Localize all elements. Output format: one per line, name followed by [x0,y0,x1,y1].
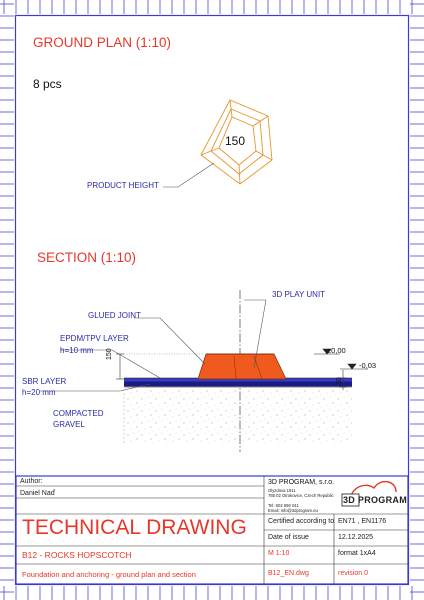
author-label: Author: [20,478,43,485]
product-name: B12 - ROCKS HOPSCOTCH [22,550,132,560]
dim-height-value: 150 [106,348,113,360]
sbr-thickness: h=20 mm [22,388,56,397]
gravel-label-2: GRAVEL [53,420,85,429]
play-unit-section [198,354,286,379]
format-value: format 1xA4 [338,550,376,557]
file-name: B12_EN.dwg [268,570,309,577]
document-type: TECHNICAL DRAWING [22,516,247,539]
certified-value: EN71 , EN1176 [338,518,387,525]
drawing-description: Foundation and anchoring - ground plan and section [22,570,196,579]
date-value: 12.12.2025 [338,534,374,541]
epdm-thickness: h=10 mm [60,346,94,355]
sbr-layer-label: SBR LAYER [22,377,67,386]
company-name: 3D PROGRAM, s.r.o. [268,479,335,486]
glued-joint-label: GLUED JOINT [88,311,141,320]
play-unit-label: 3D PLAY UNIT [272,290,326,299]
gravel-hatch [124,389,352,445]
plan-title: GROUND PLAN (1:10) [33,35,172,50]
dim-layers-value: 30 [336,377,343,385]
company-email: Email: info@3dprogram.eu [268,508,318,513]
dim-height [116,354,204,379]
company-address-2: 765 02 Otrokovice, Czech Republic [268,493,334,498]
quantity-label: 8 pcs [33,77,62,91]
company-phone: Tel: 602 696 041 [268,503,299,508]
product-height-label: PRODUCT HEIGHT [87,181,159,190]
author-name: Daniel Naď [20,490,56,497]
certified-label: Certified according to [268,518,335,525]
company-logo-text: 3D PROGRAM [343,495,408,505]
glued-joint-leader [134,318,205,364]
company-address-1: Olyzdova 1911 [268,488,296,493]
date-label: Date of issue [268,534,309,541]
plan-height-value: 150 [225,134,246,148]
level-minus: -0,03 [359,361,377,370]
scale-value: M 1:10 [268,550,290,557]
epdm-layer-label: EPDM/TPV LAYER [60,334,129,343]
gravel-label-1: COMPACTED [53,409,104,418]
level-zero: ±0,00 [327,346,346,355]
revision-value: revision 0 [338,570,368,577]
section-title: SECTION (1:10) [37,250,137,265]
sbr-layer [124,382,352,387]
product-height-leader [163,163,214,187]
